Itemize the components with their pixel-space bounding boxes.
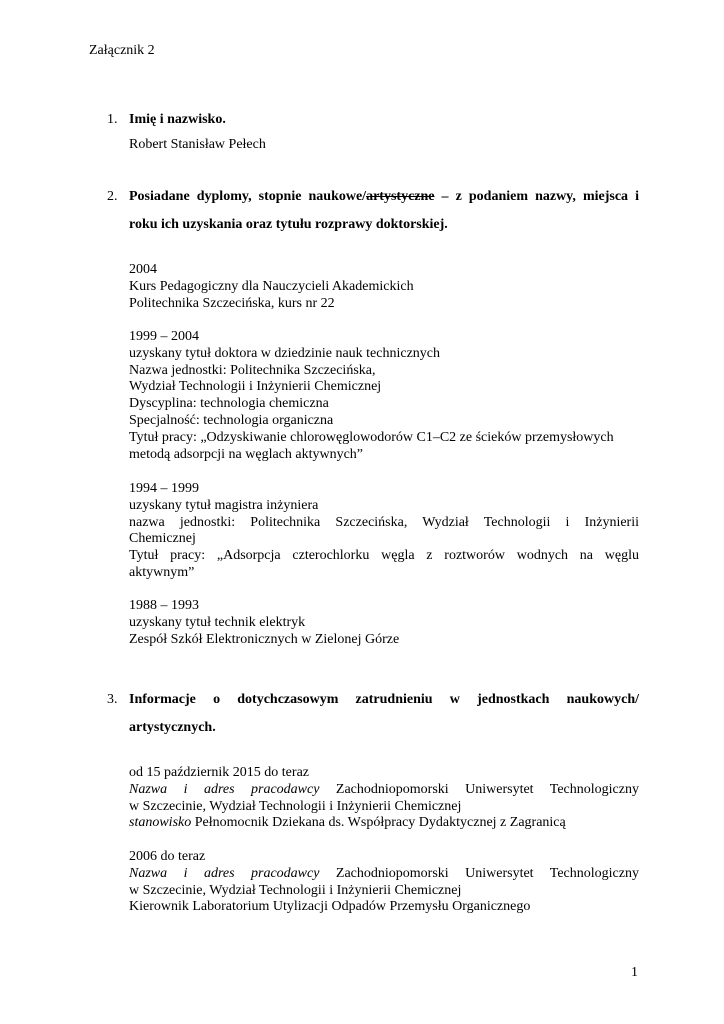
entry-line: 2004 (129, 262, 157, 277)
person-name: Robert Stanisław Pełech (129, 137, 266, 152)
entry-line: nazwa jednostki: Politechnika Szczecińska, Wydział Technologii i Inżynierii (129, 514, 639, 530)
diploma-entry (129, 329, 639, 463)
section3-title (129, 686, 639, 742)
employment-period: od 15 październik 2015 do teraz (129, 765, 309, 780)
entry-line: uzyskany tytuł doktora w dziedzinie nauk technicznych (129, 345, 441, 361)
section2-title-line2: roku ich uzyskania oraz tytułu rozprawy doktorskiej. (129, 217, 448, 232)
section2-title-line1 (129, 183, 639, 211)
diploma-entry (129, 262, 639, 312)
section2-title-part1: Posiadane dyplomy, stopnie naukowe/ (129, 189, 367, 204)
section1-content (129, 137, 639, 154)
position-value: Kierownik Laboratorium Utylizacji Odpadów Przemysłu Organicznego (129, 899, 531, 915)
employer-line-2: w Szczecinie, Wydział Technologii i Inżynierii Chemicznej (129, 882, 462, 898)
entry-line: Dyscyplina: technologia chemiczna (129, 396, 329, 412)
section2-title-part2: – z podaniem nazwy, miejsca i (434, 189, 640, 204)
entry-line: Specjalność: technologia organiczna (129, 412, 334, 428)
section2-title-strikethrough: artystyczne (366, 189, 435, 204)
employer-line (129, 866, 639, 883)
attachment-label: Załącznik 2 (89, 43, 155, 58)
section1-number: 1. (107, 112, 118, 127)
entry-line: Kurs Pedagogiczny dla Nauczycieli Akademickich (129, 278, 414, 294)
entry-line: uzyskany tytuł technik elektryk (129, 614, 306, 630)
employer-line-2: w Szczecinie, Wydział Technologii i Inżynierii Chemicznej (129, 798, 462, 814)
position-line (129, 815, 639, 832)
entry-line: Chemicznej (129, 531, 196, 547)
position-value: Pełnomocnik Dziekana ds. Współpracy Dydaktycznej z Zagranicą (194, 815, 566, 831)
entry-line: Wydział Technologii i Inżynierii Chemicznej (129, 379, 382, 395)
section1-title: Imię i nazwisko. (129, 112, 226, 127)
employer-name: Zachodniopomorski Uniwersytet Technologiczny (335, 781, 639, 797)
entry-line: Zespół Szkół Elektronicznych w Zielonej Górze (129, 631, 400, 647)
entry-line: aktywnym” (129, 564, 195, 580)
entry-line: Tytuł pracy: „Adsorpcja czterochlorku węgla z roztworów wodnych na węglu (129, 548, 639, 564)
section2-title (129, 183, 639, 239)
entry-line: Nazwa jednostki: Politechnika Szczecińska, (129, 362, 376, 378)
employer-name: Zachodniopomorski Uniwersytet Technologiczny (335, 865, 639, 881)
entry-line: 1994 – 1999 (129, 481, 199, 496)
employment-entry (129, 765, 639, 832)
entry-line: Tytuł pracy: „Odzyskiwanie chlorowęglowodorów C1–C2 ze ścieków przemysłowych (129, 429, 614, 445)
diploma-entry (129, 598, 639, 648)
employment-entry (129, 849, 639, 916)
employer-label: Nazwa i adres pracodawcy (129, 781, 320, 797)
diploma-entry (129, 481, 639, 582)
entry-line: 1988 – 1993 (129, 598, 199, 613)
section3-number: 3. (107, 692, 118, 707)
entry-line: metodą adsorpcji na węglach aktywnych” (129, 446, 364, 462)
employment-period: 2006 do teraz (129, 849, 206, 864)
position-label: stanowisko (129, 815, 192, 831)
section3-title-line1: Informacje o dotychczasowym zatrudnieniu w jednostkach naukowych/ (129, 692, 639, 707)
page-number: 1 (631, 965, 638, 980)
entry-line: Politechnika Szczecińska, kurs nr 22 (129, 295, 335, 311)
employer-line (129, 782, 639, 799)
entry-line: 1999 – 2004 (129, 329, 199, 344)
employer-label: Nazwa i adres pracodawcy (129, 865, 320, 881)
section3-title-line2: artystycznych. (129, 720, 216, 735)
section2-number: 2. (107, 189, 118, 204)
entry-line: uzyskany tytuł magistra inżyniera (129, 497, 319, 513)
